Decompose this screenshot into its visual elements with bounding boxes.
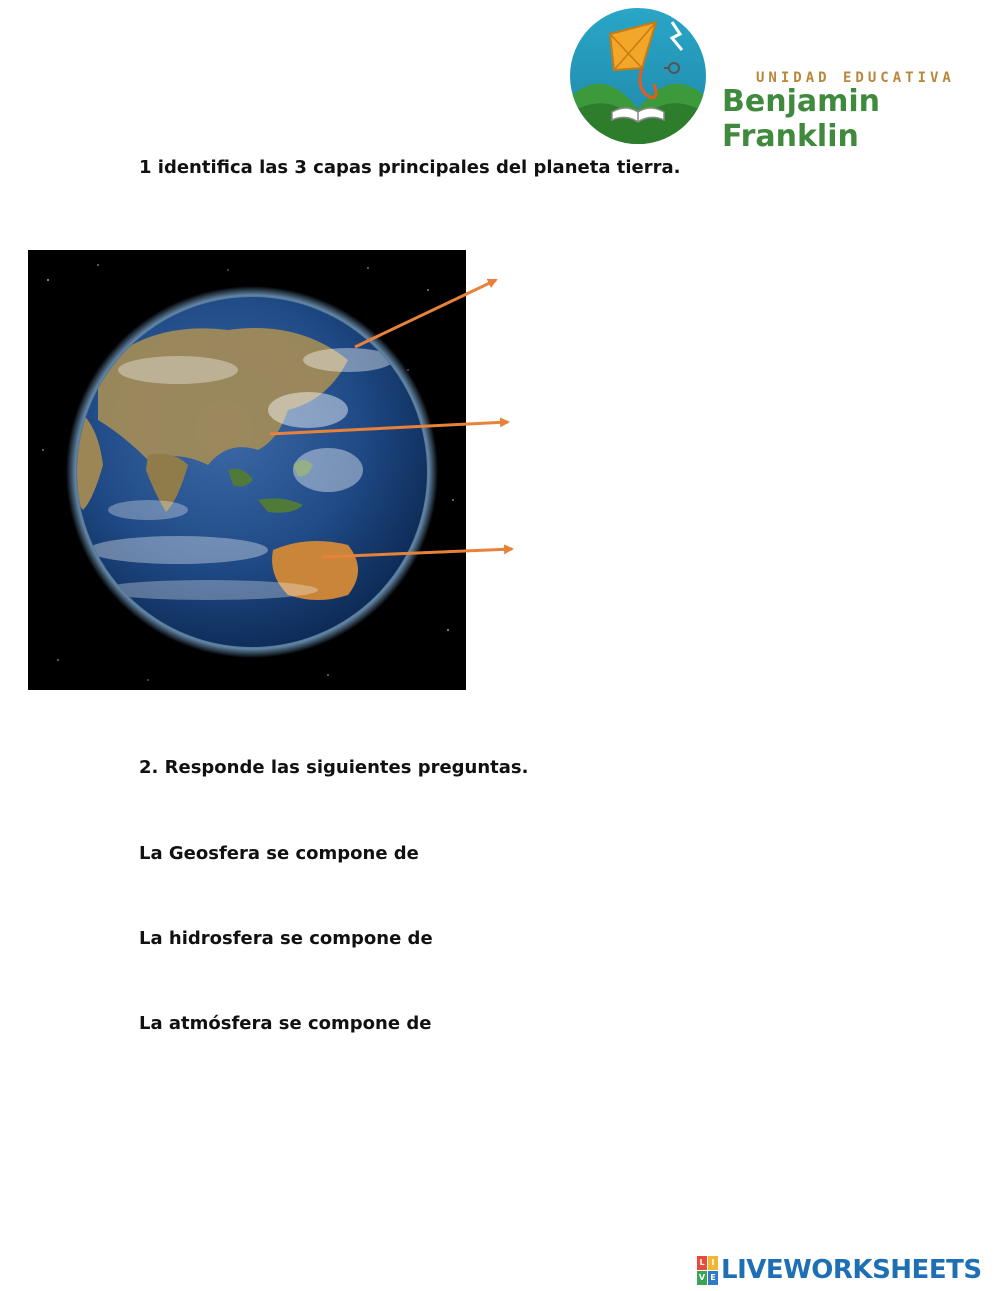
earth-photo xyxy=(28,250,466,690)
section2-title: 2. Responde las siguientes preguntas. xyxy=(139,757,529,778)
answer-hidrosfera[interactable] xyxy=(470,921,770,957)
school-kicker: UNIDAD EDUCATIVA xyxy=(756,70,955,86)
answer-atmosfera[interactable] xyxy=(470,1006,770,1042)
layer-answer-2[interactable] xyxy=(522,405,822,441)
question-atmosfera: La atmósfera se compone de xyxy=(139,1013,432,1034)
liveworksheets-badge-icon: L I V E xyxy=(697,1256,717,1284)
layer-answer-3[interactable] xyxy=(526,532,826,568)
question-geosfera: La Geosfera se compone de xyxy=(139,843,419,864)
school-name: Benjamin Franklin xyxy=(722,84,880,154)
liveworksheets-brand xyxy=(697,1254,982,1286)
answer-geosfera[interactable] xyxy=(460,836,760,872)
layer-answer-1[interactable] xyxy=(510,262,810,298)
school-logo-icon xyxy=(568,4,708,146)
question-hidrosfera: La hidrosfera se compone de xyxy=(139,928,433,949)
section1-title: 1 identifica las 3 capas principales del planeta tierra. xyxy=(139,157,681,178)
liveworksheets-wordmark: LIVEWORKSHEETS xyxy=(721,1255,982,1285)
